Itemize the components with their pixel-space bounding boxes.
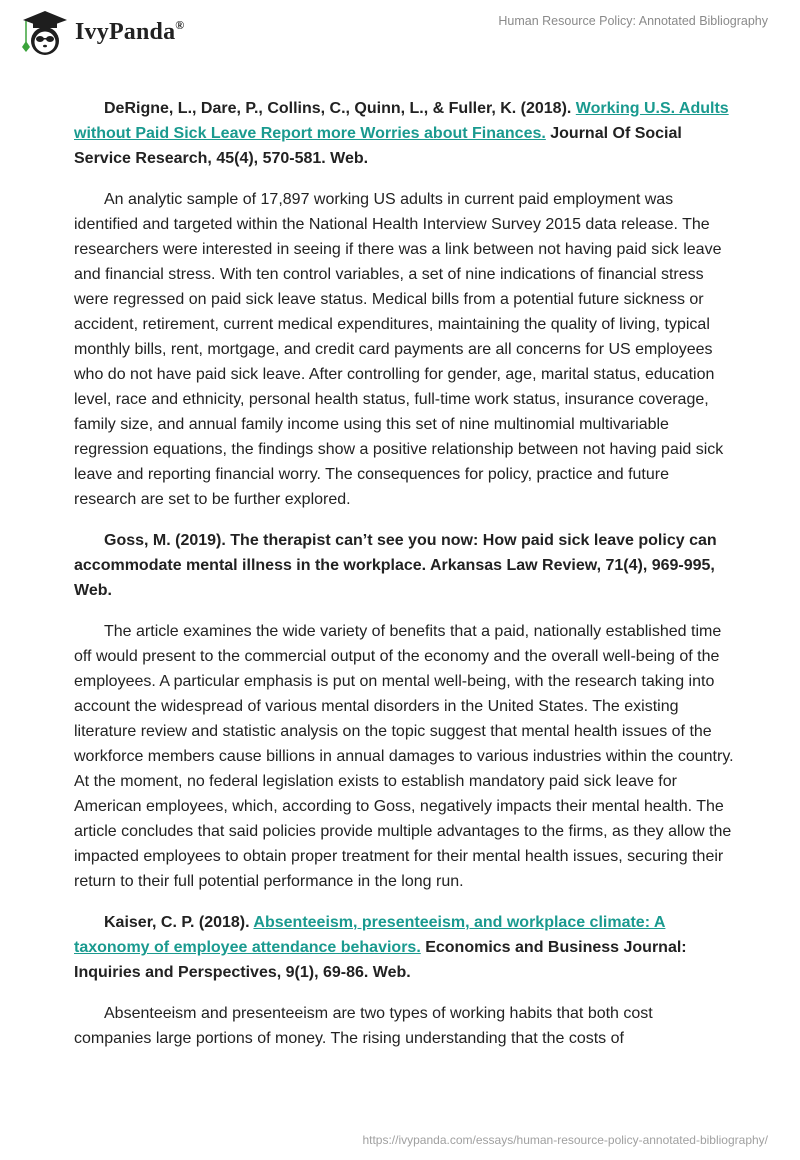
citation-link-derigne[interactable]: Working U.S. Adults without Paid Sick Leave Report more Worries about Finances. [74, 100, 729, 142]
citation-entry-1: DeRigne, L., Dare, P., Collins, C., Quinn, L., & Fuller, K. (2018). Working U.S. Adults without Paid Sick Leave Report more Worries about Finances. Journal Of Social Service Research, 45(4), 570-581. Web. [74, 100, 729, 167]
page-header [0, 0, 800, 60]
bibliography-content [74, 96, 734, 1067]
annotation-paragraph-3: Absenteeism and presenteeism are two types of working habits that both cost companies large portions of money. The rising understanding that the costs of [74, 1005, 653, 1047]
document-title: Human Resource Policy: Annotated Bibliography [498, 14, 768, 28]
annotation-paragraph-2: The article examines the wide variety of benefits that a paid, nationally established time off would present to the commercial output of the economy and the overall well-being of the employees. A particular emphasis is put on mental well-being, with the research taking into account the widespread of various mental disorders in the United States. The existing literature review and statistic analysis on the topic suggest that mental health issues of the workforce members cause billions in annual damages to various industries within the country. At the moment, no federal legislation exists to establish mandatory paid sick leave for American employees, which, according to Goss, negatively impacts their mental health. The article concludes that said policies provide multiple advantages to the firms, as they allow the impacted employees to obtain proper treatment for their mental health issues, securing their return to their full potential performance in the long run. [74, 623, 734, 890]
citation-link-kaiser[interactable]: Absenteeism, presenteeism, and workplace climate: A taxonomy of employee attendance behaviors. [74, 914, 666, 956]
citation-entry-2: Goss, M. (2019). The therapist can’t see you now: How paid sick leave policy can accommodate mental illness in the workplace. Arkansas Law Review, 71(4), 969-995, Web. [74, 532, 717, 599]
ivypanda-logo[interactable] [17, 8, 184, 56]
source-url[interactable]: https://ivypanda.com/essays/human-resource-policy-annotated-bibliography/ [362, 1133, 768, 1147]
brand-name: IvyPanda® [75, 18, 185, 45]
annotation-paragraph-1: An analytic sample of 17,897 working US adults in current paid employment was identified and targeted within the National Health Interview Survey 2015 data release. The researchers were interested in seeing if there was a link between not having paid sick leave and financial stress. With ten control variables, a set of nine indications of financial stress were regressed on paid sick leave status. Medical bills from a potential future sickness or accident, retirement, current medical expenditures, maintaining the quality of living, typical monthly bills, rent, mortgage, and credit card payments are all concerns for US employees who do not have paid sick leave. After controlling for gender, age, marital status, education level, race and ethnicity, personal health status, full-time work status, insurance coverage, family size, and annual family income using this set of nine multinomial multivariable regression equations, the findings show a positive relationship between not having paid sick leave and reporting financial worry. The consequences for policy, practice and future research are set to be further explored. [74, 191, 724, 508]
citation-entry-3: Kaiser, C. P. (2018). Absenteeism, presenteeism, and workplace climate: A taxonomy of employee attendance behaviors. Economics and Business Journal: Inquiries and Perspectives, 9(1), 69-86. Web. [74, 914, 687, 981]
panda-graduate-icon [17, 8, 73, 56]
